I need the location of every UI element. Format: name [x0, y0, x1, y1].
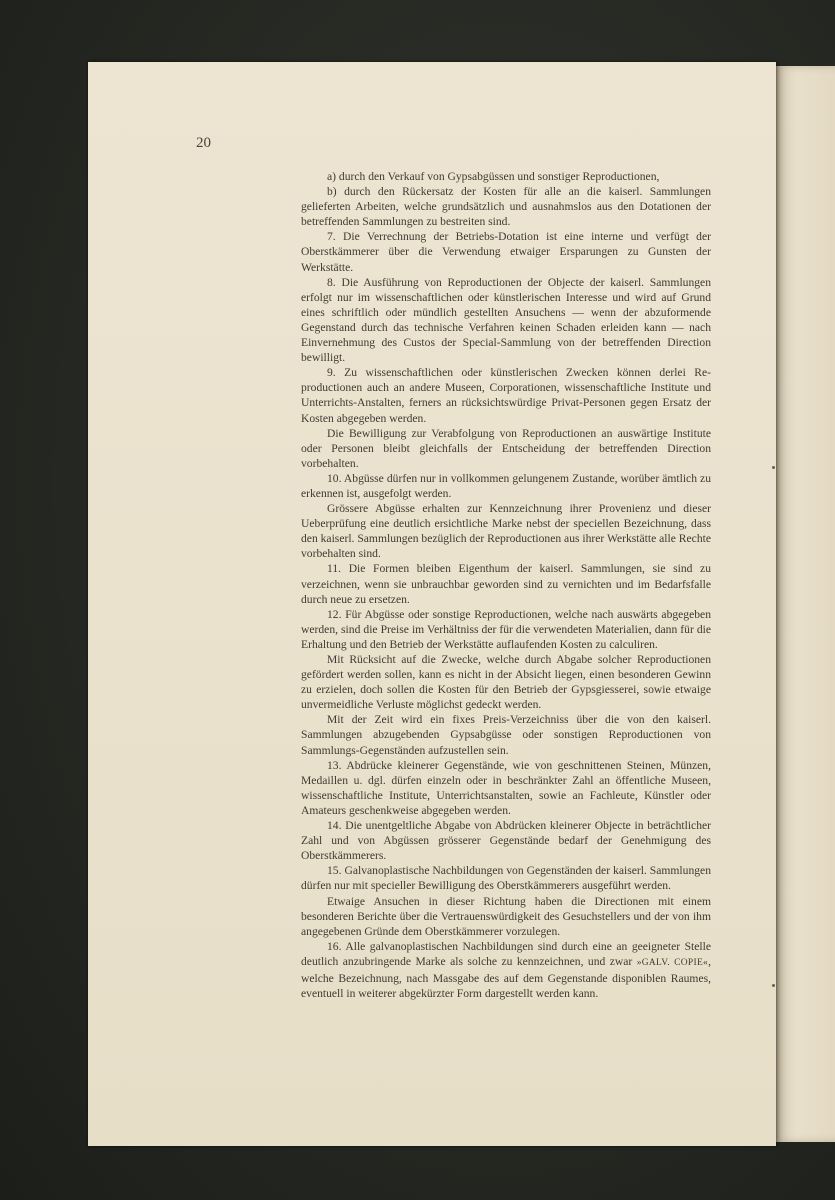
- paragraph: b) durch den Rückersatz der Kosten für alle an die kaiserl. Sammlungen gelieferten Arbeiten, welche grundsätzlich und ausnahmslos aus den Dotationen der betreffenden Sammlungen zu bestreiten sind.: [301, 185, 711, 229]
- galv-copie-mark: »GALV. COPIE«: [636, 957, 709, 968]
- paper-speck: [772, 984, 775, 987]
- paragraph: 15. Galvanoplastische Nachbildungen von Gegenständen der kaiserl. Sammlungen dürfen nur mit specieller Bewilligung des Oberstkämmerers ausgeführt werden.: [301, 864, 711, 893]
- paragraph: 13. Abdrücke kleinerer Gegenstände, wie von geschnittenen Steinen, Münzen, Medaillen u. dgl. dürfen einzeln oder in beschränkter Zahl an öffentliche Museen, wissenschaftliche Institute, Unterrichtsanstalten, sowie an Fachleute, Künstler oder Amateurs geschenkweise abgegeben werden.: [301, 758, 711, 817]
- paragraph: Mit Rücksicht auf die Zwecke, welche durch Abgabe solcher Reproductionen gefördert werden sollen, kann es nicht in der Absicht liegen, einen besonderen Gewinn zu erzielen, doch sollen die Kosten für den Betrieb der Gypsgiesserei, sowie etwaige unvermeidliche Verluste möglichst gedeckt werden.: [301, 653, 711, 712]
- paragraph: 9. Zu wissenschaftlichen oder künstlerischen Zwecken können derlei Reproductionen auch an andere Museen, Corporationen, wissenschaftliche Institute und Unterrichts-Anstalten, ferners an rücksichtswürdige Privat-Personen gegen Ersatz der Kosten abgegeben werden.: [301, 366, 711, 425]
- paragraph: 8. Die Ausführung von Reproductionen der Objecte der kaiserl. Sammlungen erfolgt nur im wissenschaftlichen oder künstlerischen Interesse und wird auf Grund eines schriftlich oder mündlich gestellten Ansuchens — wenn der abzuformende Gegenstand durch das technische Verfahren keinen Schaden erleiden kann — nach Einvernehmung des Custos der Special-Sammlung von der betreffenden Direction bewilligt.: [301, 275, 711, 365]
- paragraph: 12. Für Abgüsse oder sonstige Reproductionen, welche nach auswärts abgegeben werden, sind die Preise im Verhältniss der für die verwendeten Materialien, dann für die Erhaltung und den Betrieb der Werkstätte auflaufenden Kosten zu calculiren.: [301, 607, 711, 651]
- paragraph: Grössere Abgüsse erhalten zur Kennzeichnung ihrer Provenienz und dieser Ueberprüfung eine deutlich ersichtliche Marke nebst der speciellen Bezeichnung, dass den kaiserl. Sammlungen bezüglich der Reproductionen aus ihrer Werkstätte alle Rechte vorbehalten sind.: [301, 502, 711, 561]
- paragraph-last: [301, 939, 711, 1001]
- paragraph: 14. Die unentgeltliche Abgabe von Abdrücken kleinerer Objecte in beträchtlicher Zahl und von Abgüssen grösserer Gegenstände bedarf der Genehmigung des Oberstkämmerers.: [301, 819, 711, 863]
- facing-page-edge: [776, 66, 835, 1142]
- body-text: [301, 169, 711, 1001]
- paragraph: a) durch den Verkauf von Gypsabgüssen und sonstiger Reproductionen,: [327, 170, 660, 183]
- paragraph: 11. Die Formen bleiben Eigenthum der kaiserl. Sammlungen, sie sind zu verzeichnen, wenn sie unbrauchbar geworden sind zu vernichten und im Bedarfsfalle durch neue zu ersetzen.: [301, 562, 711, 606]
- paragraph: Die Bewilligung zur Verabfolgung von Reproductionen an auswärtige Institute oder Personen bleibt gleichfalls der Entscheidung der betreffenden Direction vorbehalten.: [301, 426, 711, 470]
- paragraph: Mit der Zeit wird ein fixes Preis-Verzeichniss über die von den kaiserl. Sammlungen abzugebenden Gypsabgüsse oder sonstigen Reproductionen von Sammlungs-Gegenständen aufzustellen sein.: [301, 713, 711, 757]
- document-page: [88, 62, 776, 1146]
- paragraph-text: 16. Alle galvanoplastischen Nachbildungen sind durch eine an geeigneter Stelle deutlich anzubringende Marke als solche zu kennzeichnen, und zwar: [301, 939, 711, 968]
- paragraph: 7. Die Verrechnung der Betriebs-Dotation ist eine interne und verfügt der Oberstkämmerer über die Verwendung etwaiger Ersparungen zu Gunsten der Werkstätte.: [301, 230, 711, 274]
- page-number: 20: [196, 135, 211, 151]
- paragraph: Etwaige Ansuchen in dieser Richtung haben die Directionen mit einem besonderen Berichte über die Vertrauenswürdigkeit des Gesuchstellers und der von ihm angegebenen Gründe dem Oberstkämmerer vorzulegen.: [301, 894, 711, 938]
- paragraph: 10. Abgüsse dürfen nur in vollkommen gelungenem Zustande, worüber ämtlich zu erkennen ist, ausgefolgt werden.: [301, 471, 711, 500]
- paper-speck: [772, 466, 775, 469]
- paragraph-text: , welche Bezeichnung, nach Massgabe des auf dem Gegenstande disponiblen Raumes, eventuell in weiterer abgekürzter Form dargestellt werden kann.: [301, 954, 712, 1001]
